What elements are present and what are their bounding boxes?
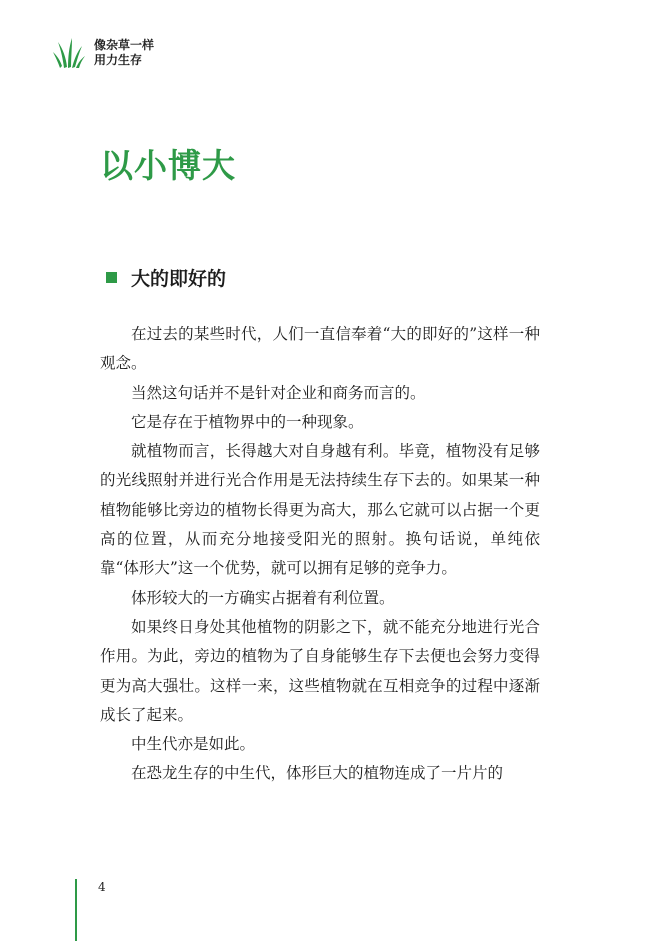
- chapter-title: 以小博大: [100, 146, 236, 185]
- grass-icon: [52, 36, 86, 70]
- paragraph: 中生代亦是如此。: [131, 735, 256, 754]
- paragraph: 就植物而言，长得越大对自身越有利。毕竟，植物没有足够的光线照射并进行光合作用是无法持续生存下去的。如果某一种植物能够比旁边的植物长得更为高大，那么它就可以占据一个更高的位置，从而充分地接受阳光的照射。换句话说，单纯依靠“体形大”这一个优势，就可以拥有足够的竞争力。: [100, 442, 540, 578]
- footer-rule: [75, 879, 77, 941]
- page-number: 4: [98, 880, 106, 894]
- paragraph: 在恐龙生存的中生代，体形巨大的植物连成了一片片的: [131, 764, 504, 783]
- paragraph: 如果终日身处其他植物的阴影之下，就不能充分地进行光合作用。为此，旁边的植物为了自身能够生存下去便也会努力变得更为高大强壮。这样一来，这些植物就在互相竞争的过程中逐渐成长了起来。: [100, 617, 540, 724]
- series-title: [94, 38, 154, 68]
- paragraph: 当然这句话并不是针对企业和商务而言的。: [131, 383, 426, 402]
- running-header: [52, 36, 154, 70]
- body-text: [100, 320, 540, 789]
- paragraph: 体形较大的一方确实占据着有利位置。: [131, 588, 395, 607]
- series-title-line1: 像杂草一样: [94, 38, 155, 52]
- paragraph: 在过去的某些时代，人们一直信奉着“大的即好的”这样一种观念。: [100, 325, 540, 373]
- series-title-line2: 用力生存: [94, 53, 143, 67]
- section-heading: [106, 264, 226, 291]
- section-title: 大的即好的: [131, 268, 227, 290]
- paragraph: 它是存在于植物界中的一种现象。: [131, 412, 364, 431]
- square-bullet-icon: [106, 272, 117, 283]
